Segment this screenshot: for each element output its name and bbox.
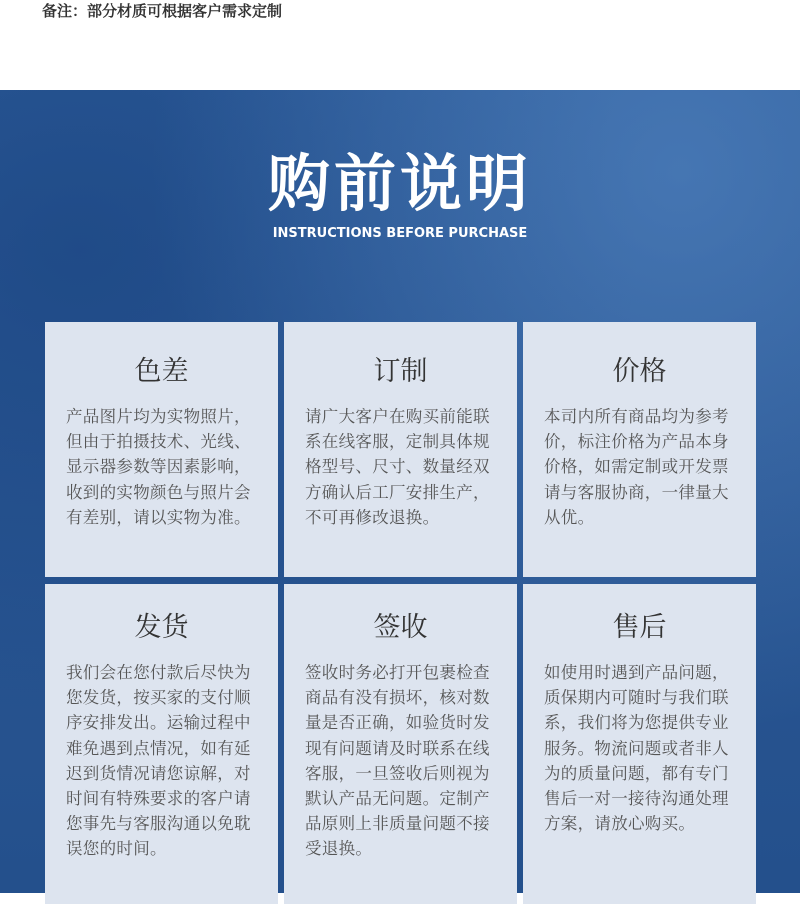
card-shipping: [45, 584, 278, 904]
card-body: 我们会在您付款后尽快为您发货，按买家的支付顺序安排发出。运输过程中难免遇到点情况，如有延迟到货情况请您谅解，对时间有特殊要求的客户请您事先与客服沟通以免耽误您的时间。: [66, 663, 251, 859]
card-color-difference: [45, 322, 278, 577]
section-subtitle: INSTRUCTIONS BEFORE PURCHASE: [272, 226, 528, 241]
card-title: 订制: [373, 356, 428, 387]
card-after-sales: [523, 584, 756, 904]
card-title: 签收: [373, 612, 428, 643]
card-body: 如使用时遇到产品问题，质保期内可随时与我们联系，我们将为您提供专业服务。物流问题或者非人为的质量问题，都有专门售后一对一接待沟通处理方案，请放心购买。: [544, 663, 729, 834]
card-body: 本司内所有商品均为参考价，标注价格为产品本身价格，如需定制或开发票请与客服协商，一律量大从优。: [544, 407, 729, 527]
card-title: 色差: [134, 356, 189, 387]
card-body: 请广大客户在购买前能联系在线客服，定制具体规格型号、尺寸、数量经双方确认后工厂安排生产，不可再修改退换。: [305, 407, 490, 527]
card-title: 售后: [612, 612, 667, 643]
card-receipt: [284, 584, 517, 904]
section-title: 购前说明: [267, 147, 532, 220]
card-customization: [284, 322, 517, 577]
card-title: 价格: [612, 356, 667, 387]
note-text: 备注：部分材质可根据客户需求定制: [42, 2, 283, 20]
card-body: 产品图片均为实物照片，但由于拍摄技术、光线、显示器参数等因素影响，收到的实物颜色与照片会有差别，请以实物为准。: [66, 407, 251, 527]
purchase-instructions-section: [0, 90, 800, 893]
card-price: [523, 322, 756, 577]
card-body: 签收时务必打开包裹检查商品有没有损坏，核对数量是否正确，如验货时发现有问题请及时联系在线客服，一旦签收后则视为默认产品无问题。定制产品原则上非质量问题不接受退换。: [305, 663, 490, 859]
card-title: 发货: [134, 612, 189, 643]
top-note: [0, 0, 800, 90]
